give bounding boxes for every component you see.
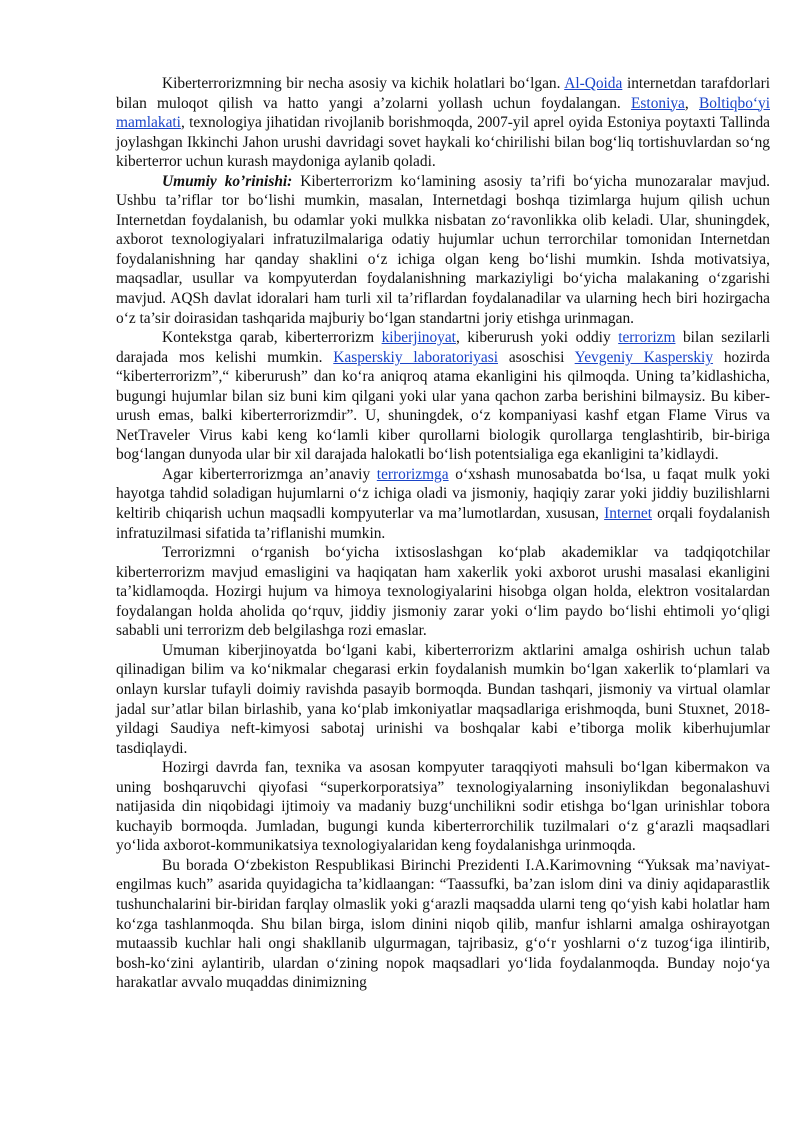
document-page — [116, 74, 770, 993]
hyperlink[interactable]: terrorizmga — [376, 465, 449, 483]
paragraph — [116, 758, 770, 856]
text-run: internetdan tarafdorlari bilan muloqot qilish va hatto yangi a’zolarni yollash uchun foydalangan. — [116, 75, 770, 112]
paragraph — [116, 74, 770, 172]
text-run: , — [684, 94, 700, 112]
paragraph — [116, 856, 770, 993]
text-run: asoschisi — [497, 348, 575, 366]
text-run: Kontekstga qarab, kiberterrorizm — [162, 329, 382, 347]
hyperlink[interactable]: Kasperskiy laboratoriyasi — [333, 348, 498, 366]
text-run: Agar kiberterrorizmga an’anaviy — [162, 465, 377, 483]
paragraph — [116, 465, 770, 543]
text-run: Kiberterrorizmning bir necha asosiy va kichik holatlari bo‘lgan. — [162, 75, 565, 92]
paragraph — [116, 543, 770, 641]
text-run: Kiberterrorizm ko‘lamining asosiy ta’rifi bo‘yicha munozaralar mavjud. Ushbu ta’riflar tor bo‘lishi mumkin, masalan, Internetdagi boshqa tizimlarga hujum qilish uchun Internetdan foydalanish, bu odamlar yoki mulkka nisbatan zo‘ravonlikka olib keladi. Ular, shuningdek, axborot texnologiyalari infratuzilmalariga odatiy hujumlar uchun terrorchilar tomonidan Internetdan foydalanishning har qanday shaklini o‘z ichiga olgan keng bo‘lishi mumkin. Ishda motivatsiya, maqsadlar, usullar va kompyuterdan foydalanishning markaziyligi bo‘yicha malakaning o‘zgarishi mavjud. AQSh davlat idoralari ham turli xil ta’riflardan foydalanadilar va ularning hech biri hozirgacha o‘z ta’sir doirasidan tashqarida majburiy bo‘lgan standartni joriy etishga urinmagan. — [116, 172, 770, 327]
text-run: , kiberurush yoki oddiy — [455, 329, 619, 347]
paragraph — [116, 172, 770, 328]
text-run: Umuman kiberjinoyatda bo‘lgani kabi, kiberterrorizm aktlarini amalga oshirish uchun talab qilinadigan bilim va ko‘nikmalar chegarasi erkin foydalanish mumkin bo‘lgan xakerlik to‘plamlari va onlayn kurslar tufayli doimiy ravishda pasayib bormoqda. Bundan tashqari, jismoniy va virtual olamlar jadal sur’atlar bilan birlashib, yana ko‘plab imkoniyatlar maqsadlariga erishmoqda, buni Stuxnet, 2018-yildagi Saudiya neft-kimyosi sabotaj urinishi va boshqalar kabi e’tiborga molik kiberhujumlar tasdiqlaydi. — [116, 641, 770, 757]
text-run: o‘xshash munosabatda bo‘lsa, u faqat mulk yoki hayotga tahdid soladigan hujumlarni o‘z ichiga oladi va jismoniy, haqiqiy zarar yoki jiddiy buzilishlarni keltirib chiqarish uchun maqsadli kompyuterlar va ma’lumotlardan, xususan, — [116, 465, 770, 523]
text-run: Terrorizmni o‘rganish bo‘yicha ixtisoslashgan ko‘plab akademiklar va tadqiqotchilar kiberterrorizm mavjud emasligini va haqiqatan ham xakerlik yoki axborot urushi masalasi ekanligini ta’kidlamoqda. Hozirgi hujum va himoya texnologiyalarini hisobga olgan holda, elektron vositalardan foydalangan holda aholida qo‘rquv, jiddiy jismoniy zarar yoki o‘lim paydo bo‘lishi ehtimoli yo‘qligi sababli uni terrorizm deb belgilashga rozi emaslar. — [116, 544, 770, 640]
hyperlink[interactable]: Estoniya — [631, 94, 685, 112]
text-run: bilan sezilarli darajada mos kelishi mumkin. — [116, 329, 770, 366]
text-run: , texnologiya jihatidan rivojlanib borishmoqda, 2007-yil aprel oyida Estoniya poytaxti Tallinda joylashgan Ikkinchi Jahon urushi davridagi sovet haykali ko‘chirilishi bilan bog‘liq tortishuvlardan so‘ng kiberterror uchun kurash maydoniga aylanib qoladi. — [116, 114, 770, 171]
hyperlink[interactable]: kiberjinoyat — [381, 329, 456, 347]
hyperlink[interactable]: terrorizm — [618, 329, 676, 347]
text-run: orqali foydalanish infratuzilmasi sifatida ta’riflanishi mumkin. — [116, 505, 770, 542]
hyperlink[interactable]: Yevgeniy Kasperskiy — [574, 348, 714, 366]
hyperlink[interactable]: Al-Qoida — [564, 75, 623, 92]
text-run: Bu borada O‘zbekiston Respublikasi Birinchi Prezidenti I.A.Karimovning “Yuksak ma’naviyat-engilmas kuch” asarida quyidagicha ta’kidlaangan: “Taassufki, ba’zan islom dini va diniy aqidaparastlik tushunchalarini bir-biridan farqlay olmaslik yoki g‘arazli maqsadda ularni teng qo‘yish kabi holatlar ham ko‘zga tashlanmoqda. Shu bilan birga, islom dinini niqob qilib, manfur ishlarni amalga oshirayotgan mutaassib kuchlar hali ongi shakllanib ulgurmagan, tajribasiz, g‘o‘r yoshlarni o‘z tuzog‘iga ilintirib, bosh-ko‘zini aylantirib, ulardan o‘zining nopok maqsadlari yo‘lida foydalanmoqda. Bunday nojo‘ya harakatlar avvalo muqaddas dinimizning — [116, 856, 770, 992]
paragraph — [116, 641, 770, 758]
section-heading: Umumiy ko’rinishi: — [162, 172, 293, 190]
hyperlink[interactable]: Boltiqbo‘yi mamlakati — [116, 94, 770, 132]
text-run: hozirda “kiberterrorizm”,“ kiberurush” dan ko‘ra aniqroq atama ekanligini his qilmoqda. Uning ta’kidlashicha, bugungi hujumlar bilan siz buni kim qilgani yoki ular yana qachon zarba berishini bilmaysiz. Bu kiber-urush emas, balki kiberterrorizmdir”. U, shuningdek, o‘z kompaniyasi kashf etgan Flame Virus va NetTraveler Virus kabi keng ko‘lamli kiber qurollarni biologik qurollarga tenglashtirib, bir-biriga bog‘langan dunyoda ular bir xil darajada halokatli bo‘lish potentsialiga ega ekanligini ta’kidlaydi. — [116, 348, 771, 464]
paragraph — [116, 328, 770, 465]
hyperlink[interactable]: Internet — [604, 505, 653, 523]
text-run: Hozirgi davrda fan, texnika va asosan kompyuter taraqqiyoti mahsuli bo‘lgan kibermakon va uning boshqaruvchi qiyofasi “superkorporatsiya” texnologiyalarning insoniylikdan begonalashuvi natijasida din niqobidagi ijtimoiy va madaniy buzg‘unchilikni sodir etishga bo‘lgan urinishlar tobora kuchayib bormoqda. Jumladan, bugungi kunda kiberterrorchilik tuzilmalari o‘z g‘arazli maqsadlari yo‘lida axborot-kommunikatsiya texnologiyalaridan keng foydalanishga urinmoqda. — [116, 759, 770, 855]
